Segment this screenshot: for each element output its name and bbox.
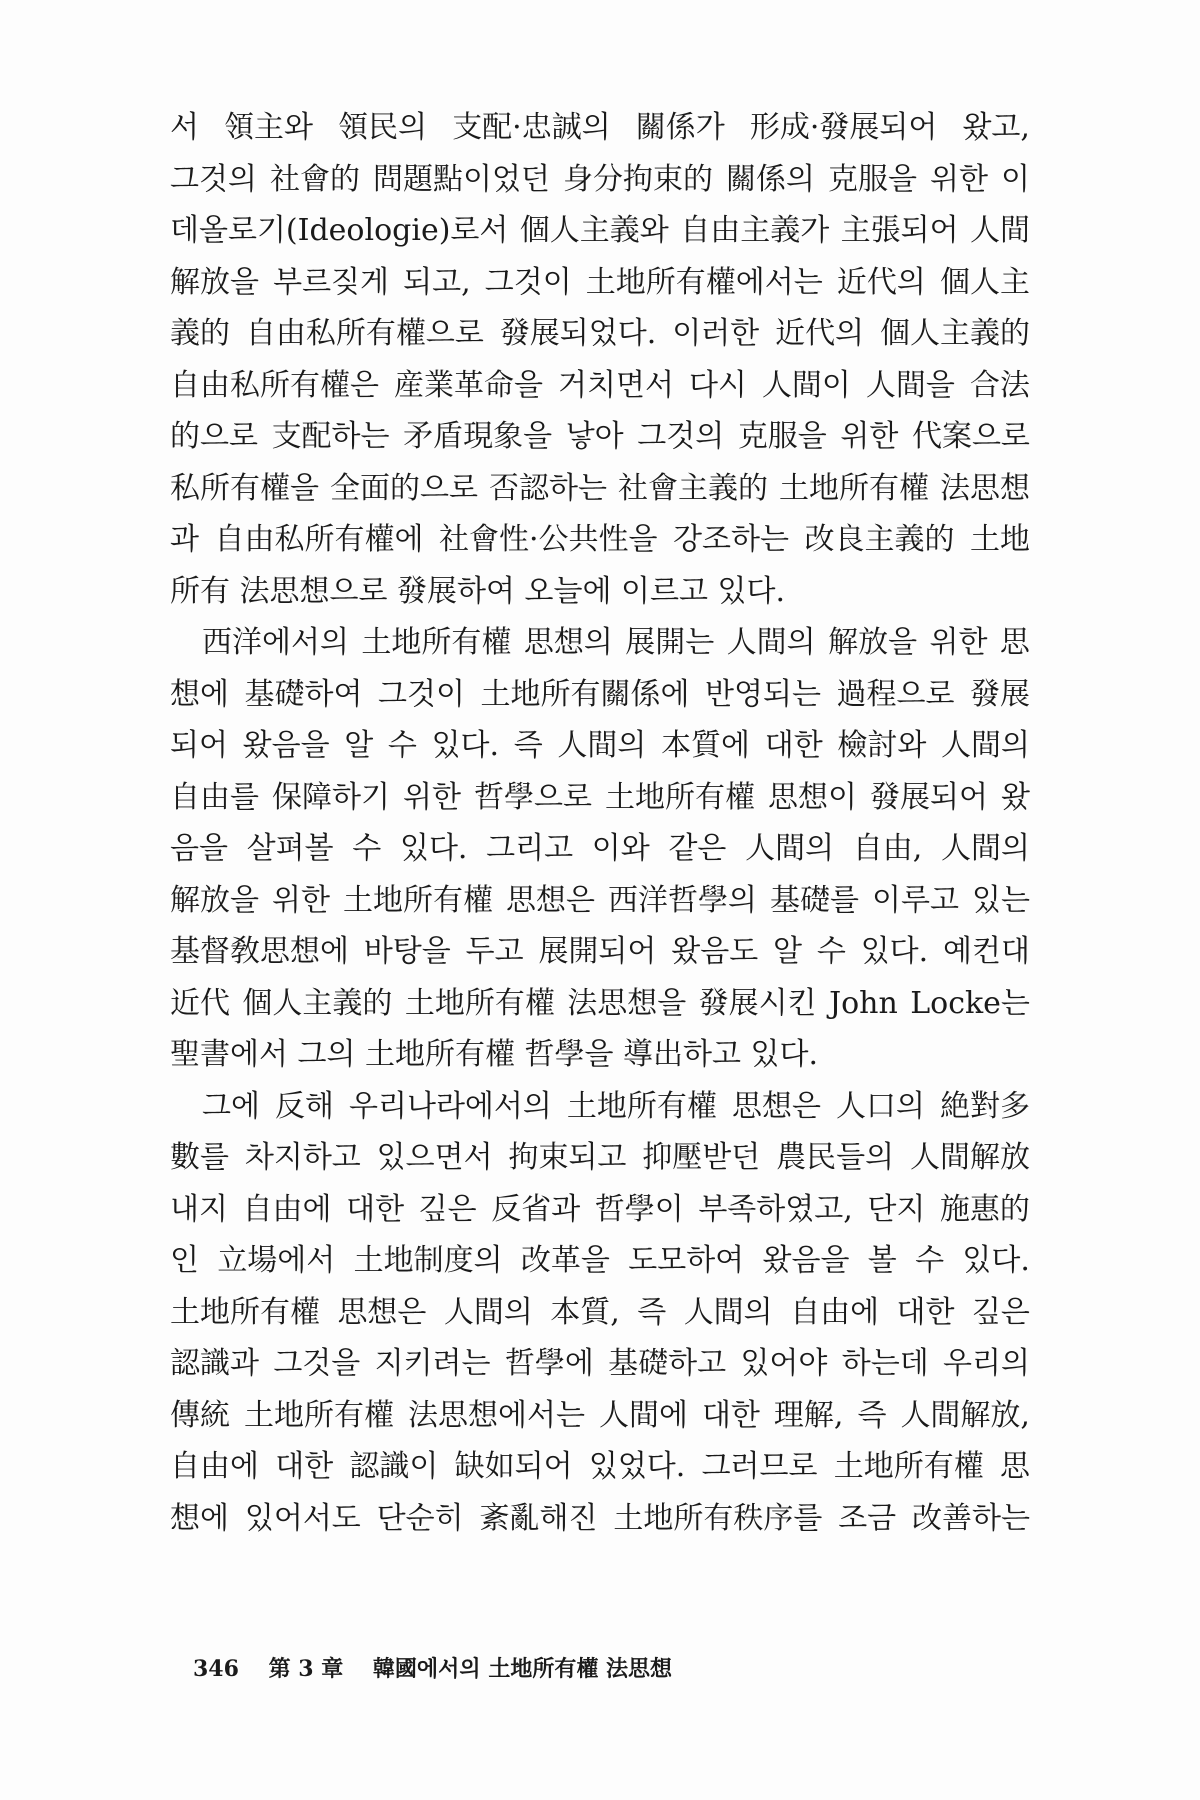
text-line: 想에 基礎하여 그것이 土地所有關係에 반영되는 過程으로 發展: [170, 676, 1030, 712]
text-line: 自由私所有權은 産業革命을 거치면서 다시 人間이 人間을 合法: [170, 367, 1030, 403]
text-line: 近代 個人主義的 土地所有權 法思想을 發展시킨 John Locke는: [170, 985, 1030, 1021]
text-line: 인 立場에서 土地制度의 改革을 도모하여 왔음을 볼 수 있다.: [170, 1243, 1030, 1278]
text-line: 그것의 社會的 問題點이었던 身分拘束的 關係의 克服을 위한 이: [170, 161, 1030, 197]
text-line: 과 自由私所有權에 社會性·公共性을 강조하는 改良主義的 土地: [170, 522, 1030, 557]
text-line: 그에 反해 우리나라에서의 土地所有權 思想은 人口의 絶對多: [202, 1088, 1030, 1124]
body-text: [170, 102, 1030, 1544]
text-line: 自由를 保障하기 위한 哲學으로 土地所有權 思想이 發展되어 왔: [170, 779, 1030, 815]
text-line: 想에 있어서도 단순히 紊亂해진 土地所有秩序를 조금 改善하는: [170, 1500, 1030, 1536]
text-line: 음을 살펴볼 수 있다. 그리고 이와 같은 人間의 自由, 人間의: [170, 831, 1030, 866]
page-number: 346: [193, 1656, 239, 1682]
text-line: 基督敎思想에 바탕을 두고 展開되어 왔음도 알 수 있다. 예컨대: [170, 934, 1030, 969]
text-line: 解放을 위한 土地所有權 思想은 西洋哲學의 基礎를 이루고 있는: [170, 882, 1030, 918]
text-line: 認識과 그것을 지키려는 哲學에 基礎하고 있어야 하는데 우리의: [170, 1346, 1030, 1381]
text-line: 데올로기(Ideologie)로서 個人主義와 自由主義가 主張되어 人間: [170, 213, 1030, 248]
text-line: 自由에 대한 認識이 缺如되어 있었다. 그러므로 土地所有權 思: [170, 1449, 1030, 1484]
chapter-title: 韓國에서의 土地所有權 法思想: [372, 1656, 672, 1682]
text-line: 所有 法思想으로 發展하여 오늘에 이르고 있다.: [170, 573, 785, 609]
text-line: 되어 왔음을 알 수 있다. 즉 人間의 本質에 대한 檢討와 人間의: [170, 728, 1030, 763]
text-line: 的으로 支配하는 矛盾現象을 낳아 그것의 克服을 위한 代案으로: [170, 419, 1030, 454]
text-line: 解放을 부르짖게 되고, 그것이 土地所有權에서는 近代의 個人主: [170, 264, 1030, 300]
text-line: 義的 自由私所有權으로 發展되었다. 이러한 近代의 個人主義的: [170, 316, 1030, 351]
text-line: 聖書에서 그의 土地所有權 哲學을 導出하고 있다.: [170, 1037, 819, 1072]
text-line: 傳統 土地所有權 法思想에서는 人間에 대한 理解, 즉 人間解放,: [170, 1397, 1030, 1433]
page-footer: [193, 1652, 694, 1683]
text-line: 내지 自由에 대한 깊은 反省과 哲學이 부족하였고, 단지 施惠的: [170, 1191, 1030, 1227]
text-line: 數를 차지하고 있으면서 拘束되고 抑壓받던 農民들의 人間解放: [170, 1140, 1030, 1175]
chapter-label: 第 3 章: [268, 1656, 344, 1682]
text-line: 西洋에서의 土地所有權 思想의 展開는 人間의 解放을 위한 思: [202, 625, 1030, 660]
text-line: 土地所有權 思想은 人間의 本質, 즉 人間의 自由에 대한 깊은: [170, 1294, 1030, 1330]
text-line: 서 領主와 領民의 支配·忠誠의 關係가 形成·發展되어 왔고,: [170, 110, 1030, 145]
text-line: 私所有權을 全面的으로 否認하는 社會主義的 土地所有權 法思想: [170, 470, 1030, 506]
